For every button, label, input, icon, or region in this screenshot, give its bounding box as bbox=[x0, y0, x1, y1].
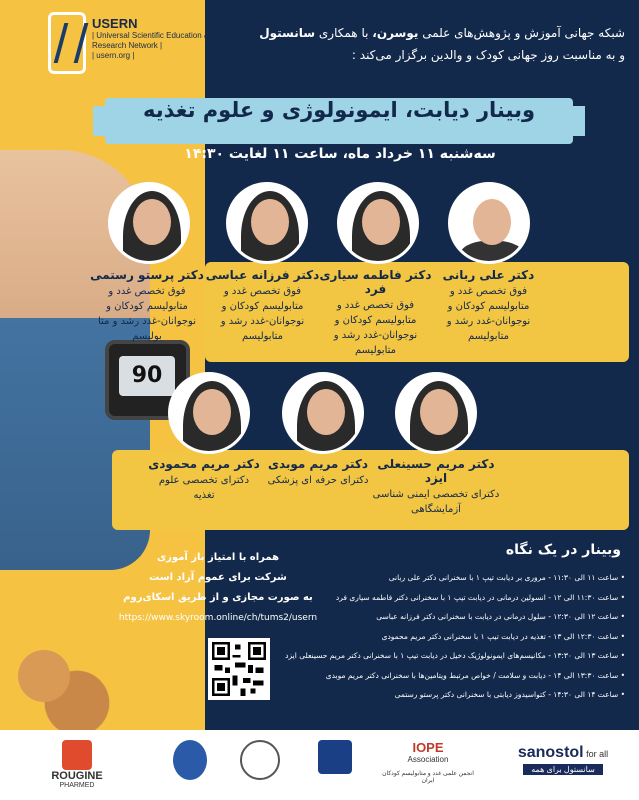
speaker-photo bbox=[168, 372, 250, 454]
speaker-photo bbox=[108, 182, 190, 264]
sanostol-logo bbox=[498, 744, 628, 794]
agenda-item: • ساعت ۱۴ الی ۱۴:۳۰ - کتواسیدوز دیابتی با سخنرانی دکتر پرستو رستمی bbox=[340, 685, 625, 705]
header-intro bbox=[225, 22, 625, 66]
speaker-card bbox=[318, 268, 433, 358]
university-logo bbox=[300, 740, 370, 790]
cookies-image bbox=[0, 640, 110, 730]
seal-icon bbox=[240, 740, 280, 780]
agenda-item: • ساعت ۱۱ الی ۱۱:۳۰ - مروری بر دیابت تیپ ۱ با سخنرانی دکتر علی ربانی bbox=[340, 568, 625, 588]
agenda-item: • ساعت ۱۳ الی ۱۳:۳۰ - مکانیسم‌های ایمونولوژیک دخیل در دیابت تیپ ۱ با سخنرانی دکتر مریم حسینعلی ایزد bbox=[340, 646, 625, 666]
title-banner bbox=[105, 98, 573, 144]
rougine-sub: PHARMED bbox=[59, 782, 95, 789]
speaker-name: دکتر مریم حسینعلی ایزد bbox=[377, 457, 495, 485]
registration-link[interactable]: https://www.skyroom.online/ch/tums2/usern bbox=[118, 613, 318, 623]
speaker-name: دکتر مریم محمودی bbox=[148, 457, 260, 471]
speaker-name: دکتر مریم موبدی bbox=[267, 457, 369, 471]
registration-line3: به صورت مجازی و از طریق اسکای‌روم bbox=[123, 592, 313, 603]
speaker-name: دکتر فرزانه عباسی bbox=[205, 268, 320, 282]
header-org: یوسرن، bbox=[372, 26, 419, 40]
logo-name: USERN bbox=[92, 16, 138, 31]
rougine-logo bbox=[32, 740, 122, 790]
usern-logo-icon bbox=[48, 12, 86, 74]
speaker-card bbox=[88, 268, 206, 344]
speaker-card bbox=[372, 457, 500, 517]
logo-sub-2: Research Network | bbox=[92, 41, 163, 50]
logo-sub-3: | usern.org | bbox=[92, 51, 135, 60]
family-icon bbox=[173, 740, 207, 780]
speaker-name: دکتر فاطمه سیاری فرد bbox=[319, 268, 432, 296]
sanostol-suffix: for all bbox=[586, 749, 609, 759]
event-date: سه‌شنبه ۱۱ خرداد ماه، ساعت ۱۱ لغایت ۱۴:۳۰ bbox=[184, 146, 496, 162]
glucose-meter-reading: 90 bbox=[119, 356, 175, 396]
speaker-name: دکتر علی ربانی bbox=[442, 268, 535, 282]
speaker-desc: فوق تخصص غدد و متابولیسم کودکان و نوجوانان-غدد رشد و متابولیسم bbox=[333, 300, 418, 356]
registration-line1: همراه با امتیاز باز آموزی bbox=[157, 552, 279, 563]
speaker-card bbox=[262, 457, 374, 488]
sponsors-footer bbox=[0, 730, 639, 800]
speaker-photo bbox=[282, 372, 364, 454]
qr-code[interactable] bbox=[208, 638, 270, 700]
speaker-desc: فوق تخصص غدد و متابولیسم کودکان و نوجوانان-غدد رشد و متابولیسم bbox=[220, 286, 305, 342]
speaker-desc: فوق تخصص غدد و متابولیسم کودکان و نوجوانان-غدد رشد و متا بولیسم bbox=[97, 286, 197, 342]
sponsor-seal bbox=[235, 740, 285, 790]
speaker-desc: دکترای تخصصی علوم تغذیه bbox=[158, 475, 250, 501]
speaker-desc: فوق تخصص غدد و متابولیسم کودکان و نوجوانان-غدد رشد و متابولیسم bbox=[446, 286, 531, 342]
iope-caption: انجمن علمی غدد و متابولیسم کودکان ایران bbox=[382, 771, 474, 784]
speaker-card bbox=[148, 457, 260, 503]
header-line1-mid: با همکاری bbox=[318, 26, 369, 40]
page-title: وبینار دیابت، ایمونولوژی و علوم تغذیه bbox=[142, 98, 536, 122]
usern-logo bbox=[48, 12, 218, 82]
agenda-item: • ساعت ۱۳:۳۰ الی ۱۴ - دیابت و سلامت / خواص مرتبط ویتامین‌ها با سخنرانی دکتر مریم موبدی bbox=[340, 666, 625, 686]
logo-sub-1: | Universal Scientific Education & bbox=[92, 31, 210, 40]
header-partner: سانستول bbox=[259, 26, 316, 40]
speaker-desc: دکترای تخصصی ایمنی شناسی آزمایشگاهی bbox=[372, 489, 500, 515]
agenda-item: • ساعت ۱۱:۳۰ الی ۱۲ - انسولین درمانی در دیابت تیپ ۱ با سخنرانی دکتر فاطمه سیاری فرد bbox=[340, 588, 625, 608]
speaker-name: دکتر پرستو رستمی bbox=[90, 268, 204, 282]
university-icon bbox=[318, 740, 352, 774]
speaker-desc: دکترای حرفه ای پزشکی bbox=[267, 475, 369, 486]
speaker-photo bbox=[395, 372, 477, 454]
agenda-title: وبینار در یک نگاه bbox=[505, 542, 621, 558]
iope-name: IOPE bbox=[412, 740, 444, 755]
registration-line2: شرکت برای عموم آزاد است bbox=[149, 572, 287, 583]
sponsor-logo bbox=[160, 740, 220, 790]
sanostol-tagline: سانستول برای همه bbox=[523, 764, 603, 775]
speaker-photo bbox=[226, 182, 308, 264]
speaker-photo bbox=[448, 182, 530, 264]
agenda-item: • ساعت ۱۲ الی ۱۲:۳۰ - سلول درمانی در دیابت با سخنرانی دکتر فرزانه عباسی bbox=[340, 607, 625, 627]
header-line1-pre: شبکه جهانی آموزش و پژوهش‌های علمی bbox=[422, 26, 625, 40]
header-line2: و به مناسبت روز جهانی کودک و والدین برگزار می‌کند : bbox=[351, 48, 625, 62]
speaker-photo bbox=[337, 182, 419, 264]
agenda-item: • ساعت ۱۲:۳۰ الی ۱۳ - تغذیه در دیابت تیپ ۱ با سخنرانی دکتر مریم محمودی bbox=[340, 627, 625, 647]
iope-sub: Association bbox=[407, 755, 449, 764]
registration-info bbox=[108, 548, 328, 628]
iope-logo bbox=[378, 740, 478, 790]
sanostol-name: sanostol bbox=[517, 744, 584, 761]
speaker-card bbox=[431, 268, 546, 344]
agenda-list bbox=[285, 568, 625, 705]
rougine-icon bbox=[62, 740, 92, 770]
speaker-card bbox=[205, 268, 320, 344]
rougine-name: ROUGINE bbox=[51, 770, 103, 782]
